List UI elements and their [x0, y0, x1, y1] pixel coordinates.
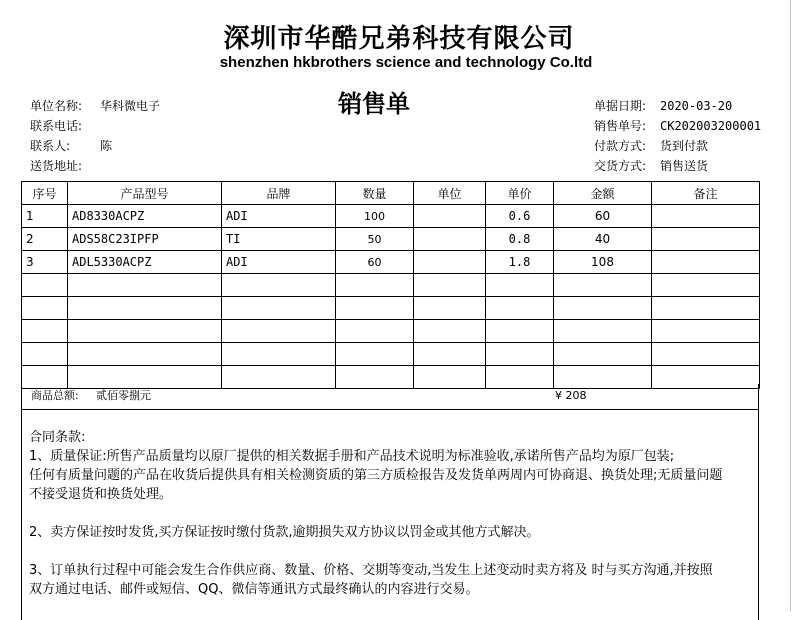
terms-line: 双方通过电话、邮件或短信、QQ、微信等通讯方式最终确认的内容进行交易。 [29, 582, 479, 597]
total-amount: ¥ 208 [555, 389, 587, 402]
cell-brand: ADI [222, 205, 336, 228]
cell-brand [222, 297, 336, 320]
info-row-payment [594, 136, 761, 156]
document-title: 销售单 [338, 90, 410, 118]
cell-price [486, 343, 554, 366]
cell-index [22, 297, 68, 320]
col-header-quantity: 数量 [336, 182, 414, 205]
cell-brand: ADI [222, 251, 336, 274]
cell-model: AD8330ACPZ [68, 205, 222, 228]
table-row [22, 228, 760, 251]
cell-quantity [336, 274, 414, 297]
order-info [594, 96, 761, 176]
cell-remark [652, 251, 760, 274]
cell-remark [652, 274, 760, 297]
cell-brand [222, 343, 336, 366]
cell-price: 0.8 [486, 228, 554, 251]
terms-heading: 合同条款: [29, 430, 86, 445]
terms-spacer [29, 542, 749, 561]
cell-remark [652, 297, 760, 320]
info-row-unit [30, 96, 160, 116]
cell-amount: 60 [554, 205, 652, 228]
table-header-row [22, 182, 760, 205]
info-row-contact [30, 136, 160, 156]
info-label: 销售单号: [594, 119, 647, 133]
cell-model [68, 320, 222, 343]
contract-terms [29, 428, 749, 599]
cell-unit [414, 205, 486, 228]
info-row-delivery [594, 156, 761, 176]
info-value: 销售送货 [660, 159, 709, 173]
customer-info [30, 96, 160, 176]
items-table [21, 181, 760, 389]
terms-spacer [29, 504, 749, 523]
cell-brand: TI [222, 228, 336, 251]
cell-model [68, 297, 222, 320]
info-label: 送货地址: [30, 159, 83, 173]
col-header-brand: 品牌 [222, 182, 336, 205]
col-header-unit: 单位 [414, 182, 486, 205]
cell-model [68, 343, 222, 366]
cell-quantity: 60 [336, 251, 414, 274]
cell-amount: 40 [554, 228, 652, 251]
terms-line: 1、质量保证:所售产品质量均以原厂提供的相关数据手册和产品技术说明为标准验收,承诺所售产品均为原厂包装; [29, 449, 675, 464]
cell-quantity [336, 297, 414, 320]
info-value: 陈 [100, 139, 113, 153]
cell-index: 3 [22, 251, 68, 274]
cell-model: ADS58C23IPFP [68, 228, 222, 251]
table-row [22, 205, 760, 228]
cell-price [486, 297, 554, 320]
cell-index [22, 343, 68, 366]
info-label: 交货方式: [594, 159, 647, 173]
cell-model [68, 274, 222, 297]
cell-remark [652, 205, 760, 228]
terms-line: 不接受退货和换货处理。 [29, 487, 173, 502]
cell-amount [554, 343, 652, 366]
cell-amount [554, 320, 652, 343]
cell-index: 2 [22, 228, 68, 251]
cell-remark [652, 320, 760, 343]
cell-unit [414, 320, 486, 343]
cell-remark [652, 228, 760, 251]
total-label: 商品总额: [31, 389, 79, 402]
cell-unit [414, 297, 486, 320]
cell-index [22, 320, 68, 343]
info-label: 联系人: [30, 139, 71, 153]
col-header-remark: 备注 [652, 182, 760, 205]
cell-brand [222, 320, 336, 343]
info-row-phone [30, 116, 160, 136]
cell-model: ADL5330ACPZ [68, 251, 222, 274]
cell-brand [222, 274, 336, 297]
page-edge-line [790, 0, 791, 611]
cell-quantity: 50 [336, 228, 414, 251]
company-name-en: shenzhen hkbrothers science and technology Co.ltd [219, 54, 593, 71]
col-header-model: 产品型号 [68, 182, 222, 205]
info-label: 单据日期: [594, 99, 647, 113]
info-label: 单位名称: [30, 99, 83, 113]
cell-price: 1.8 [486, 251, 554, 274]
table-row [22, 251, 760, 274]
cell-price [486, 274, 554, 297]
info-value: 华科微电子 [100, 99, 161, 113]
cell-amount [554, 274, 652, 297]
terms-line: 任何有质量问题的产品在收货后提供具有相关检测资质的第三方质检报告及发货单两周内可协商退、换货处理;无质量问题 [29, 468, 723, 483]
info-row-address [30, 156, 160, 176]
col-header-amount: 金额 [554, 182, 652, 205]
terms-line: 2、卖方保证按时发货,买方保证按时缴付货款,逾期损失双方协议以罚金或其他方式解决。 [29, 525, 540, 540]
cell-amount [554, 297, 652, 320]
terms-line: 3、订单执行过程中可能会发生合作供应商、数量、价格、交期等变动,当发生上述变动时卖方将及 时与买方沟通,并按照 [29, 563, 713, 578]
info-value: CK202003200001 [660, 119, 762, 133]
cell-unit [414, 343, 486, 366]
table-row [22, 320, 760, 343]
cell-price [486, 320, 554, 343]
info-label: 付款方式: [594, 139, 647, 153]
cell-quantity: 100 [336, 205, 414, 228]
total-summary-row [21, 384, 759, 410]
info-row-date [594, 96, 761, 116]
info-label: 联系电话: [30, 119, 83, 133]
cell-quantity [336, 343, 414, 366]
total-amount-chinese: 贰佰零捌元 [96, 389, 151, 402]
cell-unit [414, 228, 486, 251]
info-value: 2020-03-20 [660, 99, 733, 113]
info-value: 货到付款 [660, 139, 709, 153]
cell-amount: 108 [554, 251, 652, 274]
cell-unit [414, 251, 486, 274]
cell-price: 0.6 [486, 205, 554, 228]
cell-quantity [336, 320, 414, 343]
cell-unit [414, 274, 486, 297]
table-row [22, 343, 760, 366]
cell-index: 1 [22, 205, 68, 228]
cell-index [22, 274, 68, 297]
col-header-price: 单价 [486, 182, 554, 205]
company-name-cn: 深圳市华酷兄弟科技有限公司 [223, 24, 575, 54]
table-row [22, 297, 760, 320]
cell-remark [652, 343, 760, 366]
info-row-order-no [594, 116, 761, 136]
col-header-index: 序号 [22, 182, 68, 205]
table-row [22, 274, 760, 297]
